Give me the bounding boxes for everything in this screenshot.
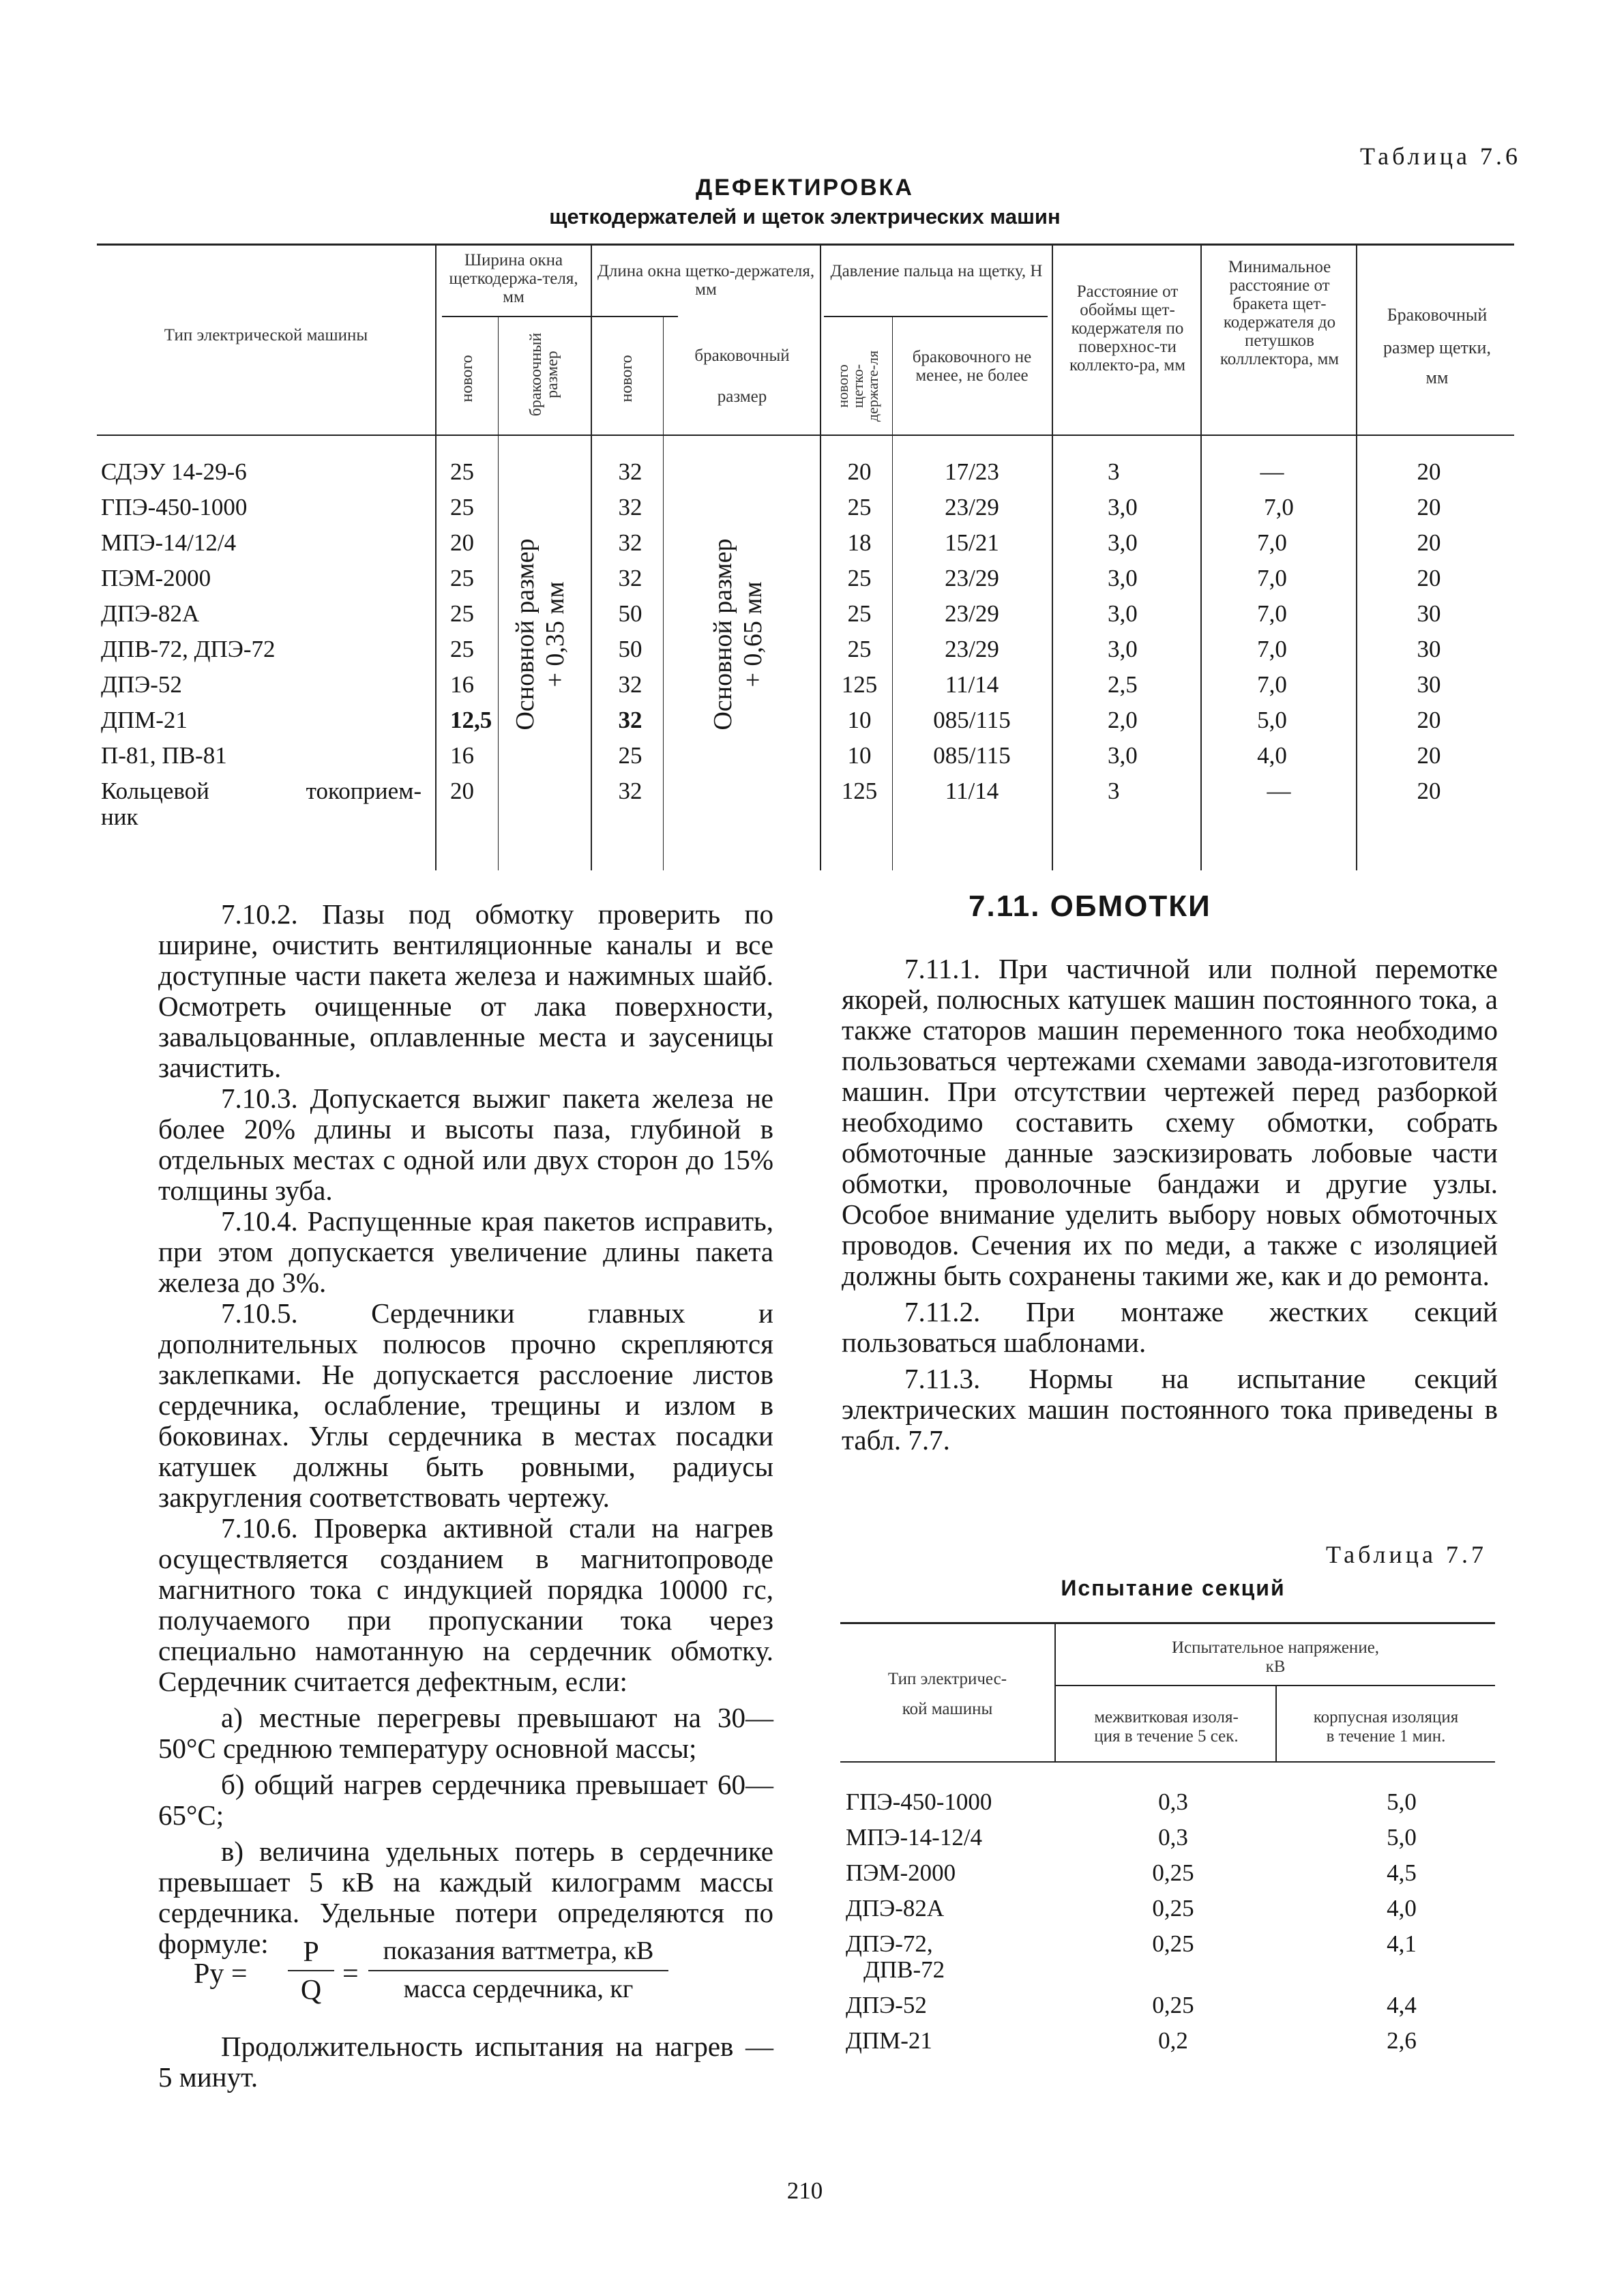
- formula-q: Q: [300, 1975, 322, 2006]
- table-77-label: Таблица 7.7: [1326, 1541, 1487, 1568]
- machine-type: Кольцевой токоприем-: [101, 778, 422, 804]
- left-column-closing: [158, 2031, 773, 2093]
- table-76-col-rule: [892, 317, 893, 870]
- table-76-col-rule: [498, 317, 499, 870]
- machine-type: ДПМ-21: [101, 707, 188, 733]
- paragraph-7-11-2: 7.11.2. При монтаже жестких секций пользоваться шаблонами.: [842, 1296, 1498, 1358]
- machine-type: П-81, ПВ-81: [101, 742, 227, 769]
- formula-numerator: показания ваттметра, кВ: [383, 1937, 654, 1965]
- machine-type: СДЭУ 14-29-6: [101, 458, 247, 485]
- machine-type: МПЭ-14-12/4: [846, 1824, 983, 1851]
- machine-type: ГПЭ-450-1000: [101, 494, 248, 520]
- table-76-col-rule: [435, 246, 437, 870]
- table-76-label: Таблица 7.6: [1360, 143, 1521, 170]
- table-76-subtitle: щеткодержателей и щеток электрических машин: [549, 205, 1061, 229]
- header-pressure-reject: браковочного не менее, не более: [912, 348, 1032, 385]
- rotated-window-length-reject: Основной размер + 0,65 мм: [709, 538, 767, 731]
- paragraph-item-c: в) величина удельных потерь в сердечнике превышает 5 кВ на каждый килограмм массы сердечника. Удельные потери определяются по формуле:: [158, 1836, 773, 1959]
- paragraph-7-10-3: 7.10.3. Допускается выжиг пакета железа не более 20% длины и высоты паза, глубиной в отдельных местах с одной или двух сторон до 15% толщины зуба.: [158, 1083, 773, 1206]
- machine-type: ГПЭ-450-1000: [846, 1789, 992, 1815]
- formula-eq: =: [342, 1958, 359, 1990]
- header-brush-reject-2: размер щетки,: [1383, 338, 1491, 357]
- header-window-width-new: нового: [458, 355, 476, 402]
- machine-type: ДПВ-72, ДПЭ-72: [101, 636, 276, 662]
- header-77-machine-2: кой машины: [902, 1700, 993, 1718]
- formula-denominator: масса сердечника, кг: [403, 1975, 634, 2003]
- header-77-voltage-1: Испытательное напряжение,: [1171, 1638, 1380, 1657]
- paragraph-7-11-3: 7.11.3. Нормы на испытание секций электрических машин постоянного тока приведены в табл. 7.7.: [842, 1363, 1498, 1456]
- machine-type: ДПЭ-82А: [846, 1895, 945, 1922]
- header-brush-reject-3: мм: [1425, 368, 1449, 387]
- rotated-window-width-reject: Основной размер + 0,35 мм: [511, 538, 570, 731]
- header-distance: Расстояние от обоймы щет-кодержателя по поверхнос-ти коллекто-ра, мм: [1069, 282, 1186, 374]
- header-77-machine-1: Тип электричес-: [887, 1670, 1007, 1688]
- machine-type: ДПЭ-82А: [101, 600, 200, 627]
- table-76-col-rule: [1356, 246, 1357, 870]
- paragraph-7-10-2: 7.10.2. Пазы под обмотку проверить по ширине, очистить вентиляционные каналы и все доступные части пакета железа и нажимных шайб. Осмотреть очищенные от лака поверхности, завальцованные, оплавленные места и заусеницы зачистить.: [158, 898, 773, 1083]
- paragraph-duration: Продолжительность испытания на нагрев — 5 минут.: [158, 2031, 773, 2093]
- table-77-col-rule: [1275, 1686, 1277, 1761]
- right-column-text: [842, 954, 1498, 1456]
- page-number: 210: [786, 2177, 823, 2204]
- paragraph-7-10-4: 7.10.4. Распущенные края пакетов исправить, при этом допускается увеличение длины пакета железа до 3%.: [158, 1205, 773, 1298]
- formula-p: P: [303, 1937, 319, 1968]
- table-76-col-rule: [820, 246, 821, 870]
- table-76-subheader-rule: [442, 316, 678, 317]
- table-76-header-rule: [97, 435, 1514, 436]
- header-77-voltage-2: кВ: [1265, 1658, 1286, 1676]
- header-min-distance: Минимальное расстояние от бракета щет-кодержателя до петушков колллектора, мм: [1220, 258, 1340, 368]
- table-76-title: ДЕФЕКТИРОВКА: [696, 175, 914, 201]
- header-pressure-new: нового щетко-держате-ля: [834, 350, 881, 422]
- header-77-housing-2: в течение 1 мин.: [1326, 1727, 1446, 1746]
- machine-type: ДПМ-21: [846, 2027, 932, 2054]
- header-machine-type: Тип электрической машины: [164, 326, 368, 344]
- header-77-interturn-2: ция в течение 5 сек.: [1094, 1727, 1239, 1746]
- table-76-col-rule: [591, 246, 592, 870]
- left-column-text: [158, 899, 773, 1959]
- header-pressure: Давление пальца на щетку, Н: [830, 262, 1043, 280]
- machine-type: ДПЭ-72,: [846, 1930, 933, 1957]
- formula-bar: [288, 1970, 334, 1971]
- machine-type-cont: ник: [101, 804, 138, 830]
- table-76-col-rule: [663, 317, 664, 870]
- header-window-length-reject-1: браковочный: [694, 347, 790, 365]
- table-76-col-rule: [1052, 246, 1053, 870]
- header-77-housing-1: корпусная изоляция: [1313, 1708, 1459, 1726]
- table-77-title: Испытание секций: [1061, 1576, 1286, 1600]
- header-window-width: Ширина окна щеткодержа-теля, мм: [449, 251, 578, 306]
- machine-type: ДПЭ-52: [846, 1992, 927, 2018]
- section-heading-7-11: 7.11. ОБМОТКИ: [969, 889, 1211, 923]
- machine-type: ПЭМ-2000: [101, 565, 211, 591]
- header-77-interturn-1: межвитковая изоля-: [1094, 1708, 1239, 1726]
- formula-lhs: Pу =: [194, 1958, 248, 1990]
- paragraph-item-a: а) местные перегревы превышают на 30—50°С среднюю температуру основной массы;: [158, 1702, 773, 1764]
- paragraph-7-11-1: 7.11.1. При частичной или полной перемотке якорей, полюсных катушек машин постоянного тока, а также статоров машин переменного тока необходимо пользоваться чертежами схемами завода-изготовителя машин. При отсутствии чертежей перед разборкой необходимо составить схему обмотки, собрать обмоточные данные заэскизировать лобовые части обмотки, проволочные бандажи и другие узлы. Особое внимание уделить выбору новых обмоточных проводов. Сечения их по меди, а также с изоляцией должны быть сохранены такими же, как и до ремонта.: [842, 953, 1498, 1291]
- table-77-col-rule: [1054, 1624, 1056, 1761]
- table-76-col-rule: [1200, 246, 1202, 870]
- header-window-length-new: нового: [618, 355, 636, 402]
- machine-type: ПЭМ-2000: [846, 1859, 956, 1886]
- header-window-width-reject: бракоочный размер: [527, 332, 561, 417]
- paragraph-7-10-5: 7.10.5. Сердечники главных и дополнительных полюсов прочно скрепляются заклепками. Не допускается расслоение листов сердечника, ослабление, трещины и излом в боковинах. Углы сердечника в местах посадки катушек должны быть ровными, радиусы закругления соответствовать чертежу.: [158, 1297, 773, 1513]
- machine-type: МПЭ-14/12/4: [101, 529, 237, 556]
- header-window-length-reject-2: размер: [717, 387, 767, 406]
- formula-bar: [368, 1970, 668, 1971]
- machine-type: ДПЭ-52: [101, 671, 182, 698]
- table-76-top-rule: [97, 244, 1514, 246]
- paragraph-7-10-6: 7.10.6. Проверка активной стали на нагрев осуществляется созданием в магнитопроводе магнитного тока с индукцией порядка 10000 гс, получаемого при пропускании тока через специально намотанную на сердечник обмотку. Сердечник считается дефектным, если:: [158, 1512, 773, 1697]
- table-76-subheader-rule: [824, 316, 1048, 317]
- table-77-header-rule: [840, 1761, 1495, 1763]
- header-brush-reject-1: Браковочный: [1387, 305, 1488, 325]
- table-77-top-rule: [840, 1622, 1495, 1624]
- machine-type-cont: ДПВ-72: [863, 1956, 945, 1983]
- paragraph-item-b: б) общий нагрев сердечника превышает 60—65°С;: [158, 1769, 773, 1831]
- header-window-length: Длина окна щетко-держателя, мм: [597, 262, 815, 299]
